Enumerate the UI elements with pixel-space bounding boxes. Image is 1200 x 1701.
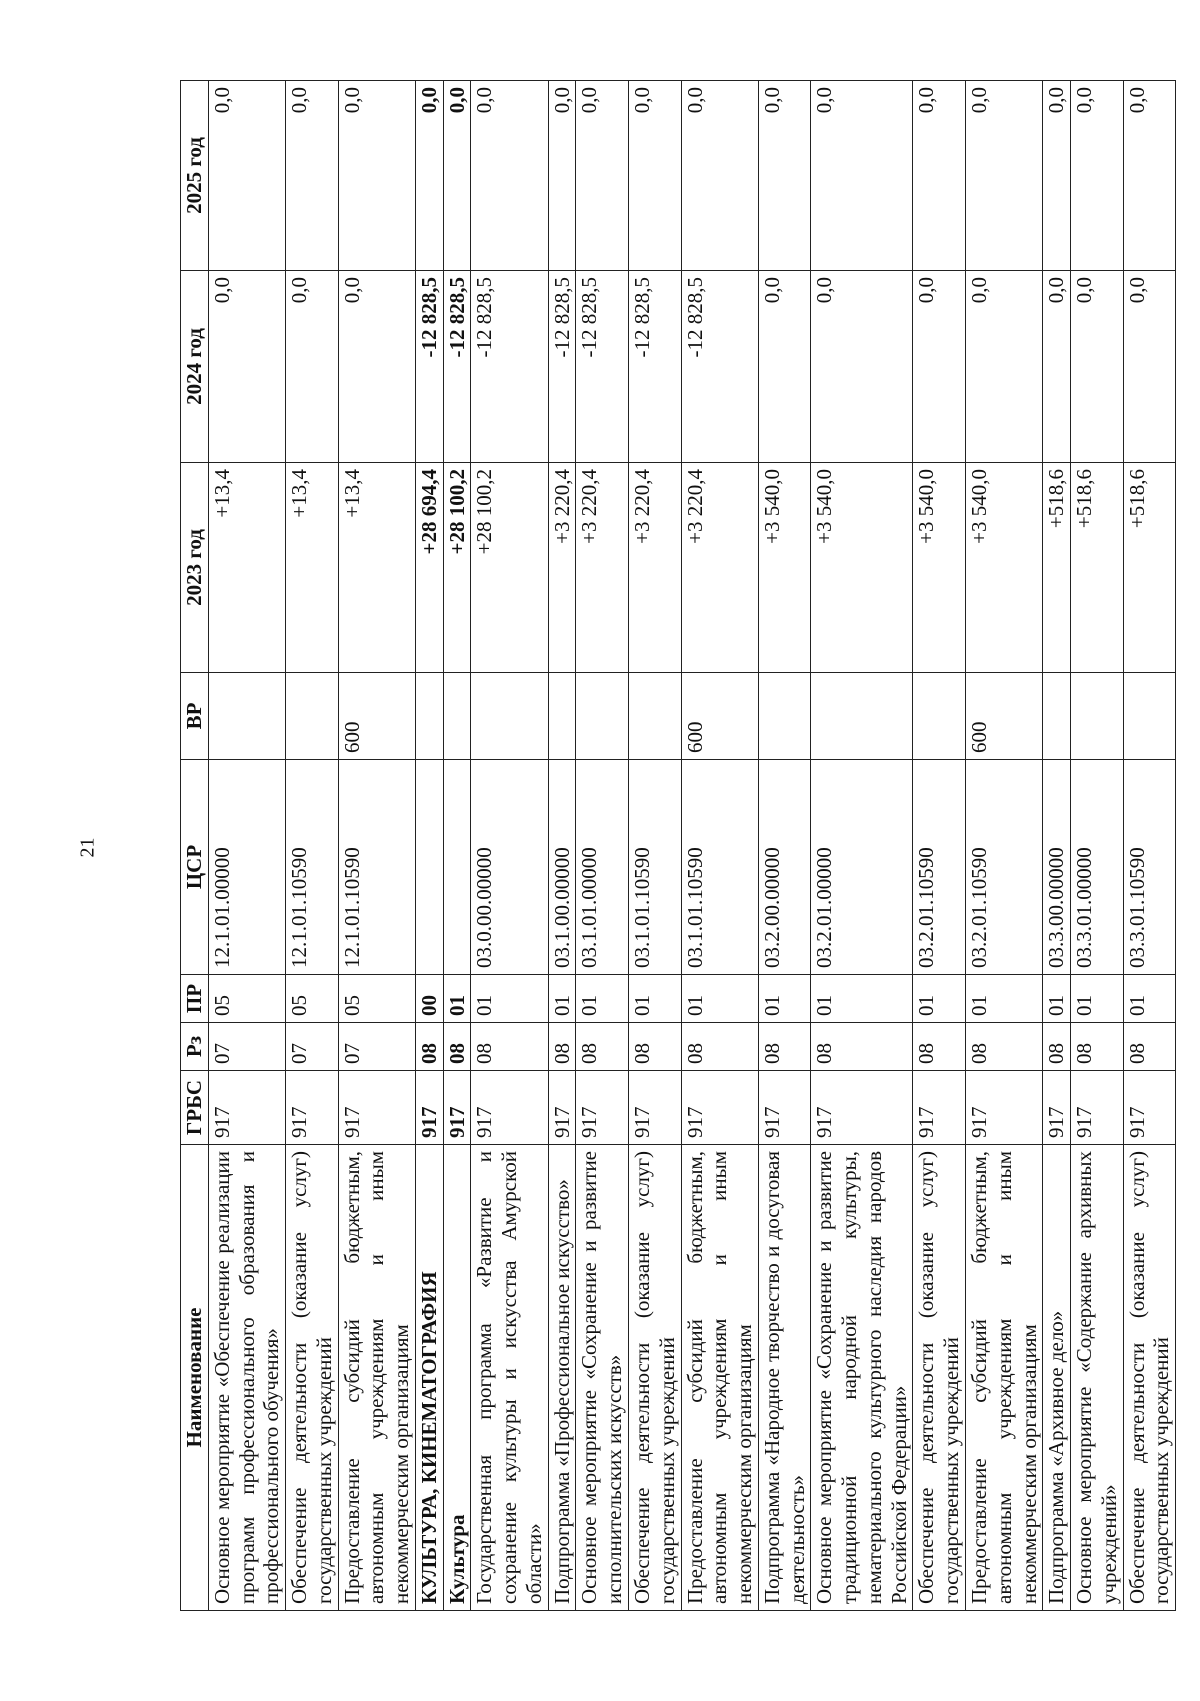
cell-vr <box>415 673 443 760</box>
cell-vr <box>576 673 629 760</box>
cell-grbs: 917 <box>811 1071 913 1145</box>
cell-rz: 08 <box>913 1023 966 1071</box>
table-row <box>286 81 339 1611</box>
cell-name: Государственная программа «Развитие и сохранение культуры и искусства Амурской области» <box>471 1145 548 1611</box>
cell-grbs: 917 <box>443 1071 471 1145</box>
cell-vr <box>1043 673 1071 760</box>
cell-grbs: 917 <box>681 1071 758 1145</box>
cell-pr: 01 <box>758 975 811 1023</box>
table-row <box>629 81 682 1611</box>
table-row <box>208 81 285 1611</box>
cell-pr: 01 <box>629 975 682 1023</box>
cell-2024: -12 828,5 <box>443 271 471 463</box>
cell-rz: 08 <box>471 1023 548 1071</box>
cell-pr: 01 <box>913 975 966 1023</box>
cell-vr <box>443 673 471 760</box>
table-row <box>471 81 548 1611</box>
table-row <box>758 81 811 1611</box>
cell-2025: 0,0 <box>1123 81 1176 271</box>
cell-vr <box>758 673 811 760</box>
cell-2024: -12 828,5 <box>415 271 443 463</box>
cell-rz: 08 <box>576 1023 629 1071</box>
cell-csr: 03.1.01.10590 <box>681 760 758 975</box>
cell-2025: 0,0 <box>208 81 285 271</box>
cell-rz: 08 <box>548 1023 576 1071</box>
cell-2023: +28 100,2 <box>471 463 548 673</box>
cell-2023: +13,4 <box>338 463 415 673</box>
cell-pr: 01 <box>548 975 576 1023</box>
cell-rz: 08 <box>1043 1023 1071 1071</box>
table-header-row <box>181 81 209 1611</box>
cell-2024: 0,0 <box>1071 271 1124 463</box>
cell-pr: 05 <box>338 975 415 1023</box>
cell-pr: 01 <box>443 975 471 1023</box>
table-row <box>548 81 576 1611</box>
budget-table <box>180 80 1176 1611</box>
header-name: Наименование <box>181 1145 209 1611</box>
cell-2024: 0,0 <box>913 271 966 463</box>
cell-2023: +28 694,4 <box>415 463 443 673</box>
cell-rz: 08 <box>415 1023 443 1071</box>
cell-2025: 0,0 <box>471 81 548 271</box>
cell-vr <box>1123 673 1176 760</box>
cell-pr: 01 <box>811 975 913 1023</box>
cell-grbs: 917 <box>576 1071 629 1145</box>
cell-name: Подпрограмма «Народное творчество и досуговая деятельность» <box>758 1145 811 1611</box>
cell-rz: 07 <box>286 1023 339 1071</box>
header-2024: 2024 год <box>181 271 209 463</box>
cell-pr: 00 <box>415 975 443 1023</box>
cell-name: Обеспечение деятельности (оказание услуг) государственных учреждений <box>913 1145 966 1611</box>
cell-name: Основное мероприятие «Обеспечение реализации программ профессионального образования и профессионального обучения» <box>208 1145 285 1611</box>
cell-2023: +3 540,0 <box>913 463 966 673</box>
cell-csr: 03.1.01.00000 <box>576 760 629 975</box>
cell-2024: 0,0 <box>965 271 1042 463</box>
header-rz: Рз <box>181 1023 209 1071</box>
cell-vr <box>208 673 285 760</box>
table-row <box>443 81 471 1611</box>
cell-pr: 01 <box>471 975 548 1023</box>
table-row <box>338 81 415 1611</box>
cell-name: Обеспечение деятельности (оказание услуг) государственных учреждений <box>629 1145 682 1611</box>
cell-2023: +3 220,4 <box>629 463 682 673</box>
cell-name: Обеспечение деятельности (оказание услуг) государственных учреждений <box>286 1145 339 1611</box>
header-2023: 2023 год <box>181 463 209 673</box>
cell-csr: 03.2.01.10590 <box>965 760 1042 975</box>
cell-vr <box>629 673 682 760</box>
cell-csr: 12.1.01.00000 <box>208 760 285 975</box>
table-row <box>965 81 1042 1611</box>
cell-2025: 0,0 <box>913 81 966 271</box>
cell-vr <box>1071 673 1124 760</box>
cell-name: Подпрограмма «Архивное дело» <box>1043 1145 1071 1611</box>
cell-rz: 08 <box>811 1023 913 1071</box>
cell-grbs: 917 <box>965 1071 1042 1145</box>
cell-rz: 08 <box>758 1023 811 1071</box>
cell-name: Обеспечение деятельности (оказание услуг) государственных учреждений <box>1123 1145 1176 1611</box>
cell-2025: 0,0 <box>415 81 443 271</box>
cell-2025: 0,0 <box>548 81 576 271</box>
cell-2024: 0,0 <box>286 271 339 463</box>
cell-2025: 0,0 <box>1043 81 1071 271</box>
cell-2023: +3 540,0 <box>965 463 1042 673</box>
cell-name: Предоставление субсидий бюджетным, автономным учреждениям и иным некоммерческим организациям <box>965 1145 1042 1611</box>
cell-csr: 03.3.00.00000 <box>1043 760 1071 975</box>
cell-2024: 0,0 <box>338 271 415 463</box>
cell-pr: 01 <box>965 975 1042 1023</box>
cell-rz: 08 <box>443 1023 471 1071</box>
cell-rz: 08 <box>1071 1023 1124 1071</box>
cell-2023: +518,6 <box>1043 463 1071 673</box>
cell-2023: +28 100,2 <box>443 463 471 673</box>
cell-csr: 12.1.01.10590 <box>338 760 415 975</box>
cell-2024: 0,0 <box>1043 271 1071 463</box>
cell-pr: 01 <box>1123 975 1176 1023</box>
cell-rz: 08 <box>681 1023 758 1071</box>
cell-2025: 0,0 <box>629 81 682 271</box>
header-2025: 2025 год <box>181 81 209 271</box>
table-row <box>913 81 966 1611</box>
cell-rz: 08 <box>1123 1023 1176 1071</box>
cell-csr <box>443 760 471 975</box>
cell-pr: 01 <box>681 975 758 1023</box>
cell-csr: 03.2.01.00000 <box>811 760 913 975</box>
cell-2024: 0,0 <box>811 271 913 463</box>
cell-grbs: 917 <box>758 1071 811 1145</box>
cell-rz: 08 <box>629 1023 682 1071</box>
cell-2023: +3 220,4 <box>681 463 758 673</box>
cell-2024: -12 828,5 <box>681 271 758 463</box>
cell-2025: 0,0 <box>811 81 913 271</box>
cell-2024: -12 828,5 <box>629 271 682 463</box>
cell-2024: 0,0 <box>758 271 811 463</box>
cell-grbs: 917 <box>629 1071 682 1145</box>
cell-2025: 0,0 <box>1071 81 1124 271</box>
cell-csr: 03.0.00.00000 <box>471 760 548 975</box>
page-number: 21 <box>76 837 99 858</box>
cell-grbs: 917 <box>1123 1071 1176 1145</box>
cell-csr: 03.3.01.00000 <box>1071 760 1124 975</box>
cell-2024: 0,0 <box>208 271 285 463</box>
cell-vr <box>548 673 576 760</box>
cell-2025: 0,0 <box>681 81 758 271</box>
cell-pr: 01 <box>576 975 629 1023</box>
cell-csr: 03.2.01.10590 <box>913 760 966 975</box>
table-row <box>576 81 629 1611</box>
cell-name: Культура <box>443 1145 471 1611</box>
cell-name: Подпрограмма «Профессиональное искусство» <box>548 1145 576 1611</box>
cell-pr: 05 <box>208 975 285 1023</box>
cell-2023: +3 220,4 <box>576 463 629 673</box>
cell-vr <box>286 673 339 760</box>
cell-grbs: 917 <box>913 1071 966 1145</box>
table-row <box>1043 81 1071 1611</box>
cell-grbs: 917 <box>471 1071 548 1145</box>
table-row <box>1071 81 1124 1611</box>
cell-vr <box>913 673 966 760</box>
cell-name: Предоставление субсидий бюджетным, автономным учреждениям и иным некоммерческим организациям <box>681 1145 758 1611</box>
cell-vr: 600 <box>965 673 1042 760</box>
cell-name: КУЛЬТУРА, КИНЕМАТОГРАФИЯ <box>415 1145 443 1611</box>
cell-vr: 600 <box>338 673 415 760</box>
table-body <box>208 81 1175 1611</box>
cell-rz: 08 <box>965 1023 1042 1071</box>
cell-name: Основное мероприятие «Сохранение и развитие исполнительских искусств» <box>576 1145 629 1611</box>
cell-2024: -12 828,5 <box>471 271 548 463</box>
cell-grbs: 917 <box>548 1071 576 1145</box>
cell-csr <box>415 760 443 975</box>
cell-grbs: 917 <box>338 1071 415 1145</box>
header-vr: ВР <box>181 673 209 760</box>
cell-name: Основное мероприятие «Сохранение и развитие традиционной народной культуры, нематериального культурного наследия народов Российской Федерации» <box>811 1145 913 1611</box>
cell-rz: 07 <box>338 1023 415 1071</box>
cell-pr: 05 <box>286 975 339 1023</box>
cell-2023: +13,4 <box>208 463 285 673</box>
cell-grbs: 917 <box>415 1071 443 1145</box>
header-pr: ПР <box>181 975 209 1023</box>
cell-grbs: 917 <box>1043 1071 1071 1145</box>
cell-2023: +3 220,4 <box>548 463 576 673</box>
cell-grbs: 917 <box>208 1071 285 1145</box>
cell-name: Основное мероприятие «Содержание архивных учреждений» <box>1071 1145 1124 1611</box>
cell-grbs: 917 <box>1071 1071 1124 1145</box>
cell-rz: 07 <box>208 1023 285 1071</box>
cell-2024: -12 828,5 <box>576 271 629 463</box>
cell-pr: 01 <box>1043 975 1071 1023</box>
rotated-page-content <box>180 81 1174 1611</box>
cell-2025: 0,0 <box>286 81 339 271</box>
cell-2024: 0,0 <box>1123 271 1176 463</box>
cell-2025: 0,0 <box>576 81 629 271</box>
cell-name: Предоставление субсидий бюджетным, автономным учреждениям и иным некоммерческим организациям <box>338 1145 415 1611</box>
cell-vr <box>471 673 548 760</box>
table-row <box>811 81 913 1611</box>
cell-vr <box>811 673 913 760</box>
cell-csr: 03.3.01.10590 <box>1123 760 1176 975</box>
cell-grbs: 917 <box>286 1071 339 1145</box>
cell-2025: 0,0 <box>758 81 811 271</box>
cell-csr: 03.2.00.00000 <box>758 760 811 975</box>
table-row <box>1123 81 1176 1611</box>
header-grbs: ГРБС <box>181 1071 209 1145</box>
cell-2025: 0,0 <box>965 81 1042 271</box>
table-row <box>681 81 758 1611</box>
cell-2025: 0,0 <box>338 81 415 271</box>
header-csr: ЦСР <box>181 760 209 975</box>
cell-2025: 0,0 <box>443 81 471 271</box>
cell-2023: +518,6 <box>1071 463 1124 673</box>
cell-2023: +518,6 <box>1123 463 1176 673</box>
cell-2024: -12 828,5 <box>548 271 576 463</box>
cell-2023: +13,4 <box>286 463 339 673</box>
cell-csr: 12.1.01.10590 <box>286 760 339 975</box>
cell-pr: 01 <box>1071 975 1124 1023</box>
table-row <box>415 81 443 1611</box>
cell-vr: 600 <box>681 673 758 760</box>
cell-csr: 03.1.01.10590 <box>629 760 682 975</box>
cell-csr: 03.1.00.00000 <box>548 760 576 975</box>
cell-2023: +3 540,0 <box>811 463 913 673</box>
cell-2023: +3 540,0 <box>758 463 811 673</box>
